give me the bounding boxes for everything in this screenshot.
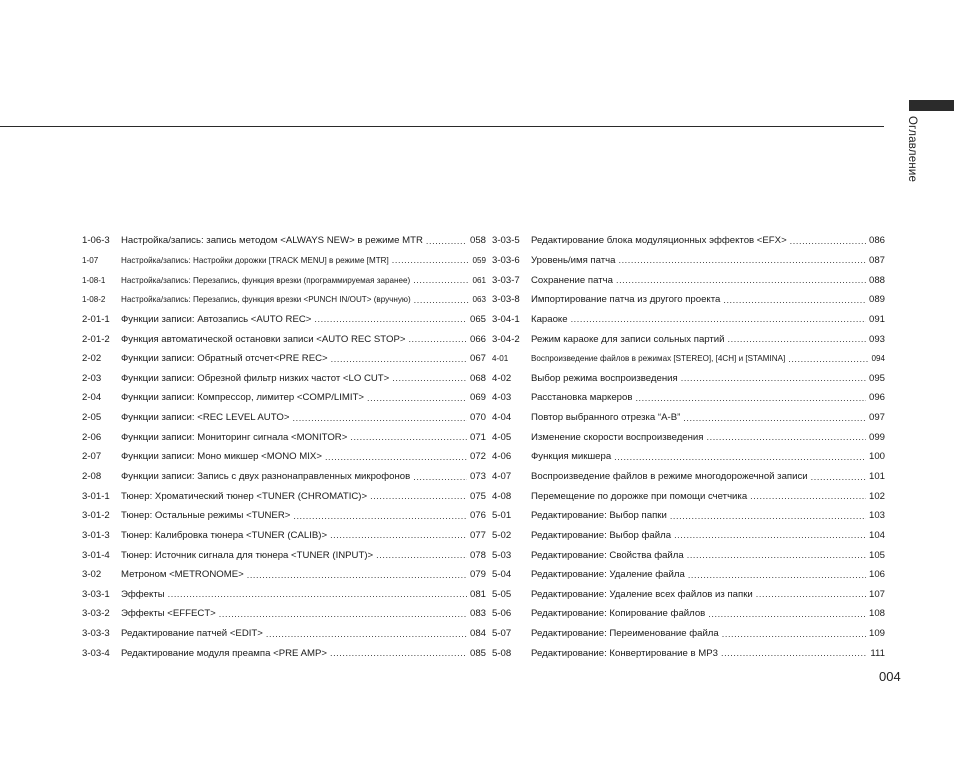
toc-entry-title: Функции записи: Автозапись <AUTO REC> bbox=[121, 313, 312, 325]
toc-entry-number: 3-01-4 bbox=[82, 549, 110, 561]
toc-leader-dots bbox=[618, 255, 866, 265]
toc-leader-dots bbox=[350, 432, 467, 442]
toc-entry-title: Функция автоматической остановки записи <AUTO REC STOP> bbox=[121, 333, 406, 345]
toc-entry-title: Метроном <METRONOME> bbox=[121, 569, 244, 581]
toc-entry-title: Изменение скорости воспроизведения bbox=[531, 431, 704, 443]
toc-entry[interactable] bbox=[492, 329, 885, 349]
toc-entry-number: 3-01-1 bbox=[82, 490, 110, 502]
toc-entry-title: Редактирование: Выбор папки bbox=[531, 510, 667, 522]
toc-entry-page: 065 bbox=[469, 313, 486, 325]
toc-entry-page: 086 bbox=[868, 235, 885, 247]
toc-entry-title: Уровень/имя патча bbox=[531, 254, 616, 266]
toc-entry-page: 083 bbox=[469, 608, 486, 620]
toc-entry-title: Функция микшера bbox=[531, 451, 612, 463]
toc-entry-page: 068 bbox=[469, 372, 486, 384]
toc-leader-dots bbox=[408, 334, 467, 344]
toc-leader-dots bbox=[670, 511, 866, 521]
toc-entry[interactable] bbox=[82, 604, 486, 624]
toc-entry-title: Эффекты bbox=[121, 588, 165, 600]
toc-leader-dots bbox=[330, 648, 467, 658]
toc-right-column bbox=[492, 231, 885, 663]
toc-entry-number: 2-03 bbox=[82, 372, 102, 384]
toc-entry-page: 102 bbox=[868, 490, 885, 502]
toc-entry[interactable] bbox=[492, 565, 885, 585]
toc-entry[interactable] bbox=[82, 585, 486, 605]
toc-entry-page: 094 bbox=[871, 354, 885, 364]
toc-entry-number: 3-03-7 bbox=[492, 274, 520, 286]
page-number: 004 bbox=[879, 669, 901, 684]
toc-leader-dots bbox=[370, 491, 467, 501]
toc-leader-dots bbox=[687, 550, 866, 560]
toc-entry[interactable] bbox=[82, 388, 486, 408]
toc-entry[interactable] bbox=[492, 270, 885, 290]
toc-entry-page: 104 bbox=[868, 529, 885, 541]
toc-entry[interactable] bbox=[82, 349, 486, 369]
toc-entry-title: Редактирование: Свойства файла bbox=[531, 549, 684, 561]
toc-entry[interactable] bbox=[82, 270, 486, 290]
toc-entry-number: 3-03-8 bbox=[492, 294, 520, 306]
toc-entry-title: Воспроизведение файлов в режиме многодорожечной записи bbox=[531, 471, 808, 482]
toc-entry-title: Повтор выбранного отрезка “A-B” bbox=[531, 412, 681, 424]
toc-entry-title: Сохранение патча bbox=[531, 274, 613, 286]
toc-entry[interactable] bbox=[492, 408, 885, 428]
toc-entry-title: Настройка/запись: Настройки дорожки [TRACK MENU] в режиме [MTR] bbox=[121, 255, 389, 265]
toc-entry-number: 1-08-1 bbox=[82, 275, 106, 285]
toc-leader-dots bbox=[426, 236, 467, 246]
toc-entry-title: Функции записи: Мониторинг сигнала <MONITOR> bbox=[121, 431, 348, 443]
toc-entry-title: Редактирование: Удаление всех файлов из папки bbox=[531, 588, 753, 600]
toc-entry-page: 059 bbox=[472, 255, 486, 265]
toc-entry[interactable] bbox=[492, 545, 885, 565]
toc-entry[interactable] bbox=[82, 486, 486, 506]
toc-entry-title: Настройка/запись: запись методом <ALWAYS NEW> в режиме MTR bbox=[121, 235, 423, 247]
toc-entry-page: 073 bbox=[469, 471, 486, 482]
toc-entry[interactable] bbox=[82, 368, 486, 388]
toc-entry-page: 089 bbox=[868, 294, 885, 306]
toc-entry-title: Редактирование: Удаление файла bbox=[531, 569, 685, 581]
toc-entry[interactable] bbox=[82, 251, 486, 271]
toc-entry-number: 4-06 bbox=[492, 451, 512, 463]
toc-leader-dots bbox=[293, 511, 467, 521]
toc-entry[interactable] bbox=[492, 290, 885, 310]
toc-entry-page: 076 bbox=[469, 510, 486, 522]
toc-entry[interactable] bbox=[492, 526, 885, 546]
toc-entry-title: Функции записи: Обратный отсчет<PRE REC> bbox=[121, 353, 328, 365]
toc-leader-dots bbox=[331, 354, 467, 364]
toc-entry-page: 087 bbox=[868, 254, 885, 266]
toc-entry-page: 097 bbox=[868, 412, 885, 424]
toc-entry-page: 105 bbox=[868, 549, 885, 561]
toc-entry-title: Редактирование: Копирование файлов bbox=[531, 608, 706, 620]
toc-leader-dots bbox=[707, 432, 866, 442]
toc-entry[interactable] bbox=[492, 604, 885, 624]
toc-entry-number: 5-07 bbox=[492, 628, 512, 640]
toc-entry[interactable] bbox=[82, 427, 486, 447]
toc-leader-dots bbox=[790, 236, 866, 246]
toc-entry-title: Караоке bbox=[531, 313, 568, 325]
toc-entry-page: 106 bbox=[868, 569, 885, 581]
toc-leader-dots bbox=[413, 275, 469, 285]
toc-entry-number: 5-08 bbox=[492, 647, 512, 659]
toc-entry-number: 5-01 bbox=[492, 510, 512, 522]
toc-entry-number: 5-05 bbox=[492, 588, 512, 600]
toc-entry-title: Функции записи: Запись с двух разнонаправленных микрофонов bbox=[121, 471, 411, 482]
toc-entry-page: 088 bbox=[868, 274, 885, 286]
toc-entry-number: 4-02 bbox=[492, 372, 512, 384]
toc-entry-number: 3-03-5 bbox=[492, 235, 520, 247]
toc-entry-page: 100 bbox=[868, 451, 885, 463]
toc-entry-number: 3-03-6 bbox=[492, 254, 520, 266]
toc-entry-number: 5-04 bbox=[492, 569, 512, 581]
toc-leader-dots bbox=[168, 589, 467, 599]
toc-entry-title: Функции записи: <REC LEVEL AUTO> bbox=[121, 412, 290, 424]
toc-entry-title: Тюнер: Источник сигнала для тюнера <TUNER (INPUT)> bbox=[121, 549, 374, 561]
toc-leader-dots bbox=[681, 373, 866, 383]
toc-entry-title: Настройка/запись: Перезапись, функция врезки <PUNCH IN/OUT> (вручную) bbox=[121, 295, 411, 305]
toc-leader-dots bbox=[750, 491, 866, 501]
toc-left-column bbox=[82, 231, 486, 663]
toc-entry-title: Расстановка маркеров bbox=[531, 392, 633, 404]
toc-leader-dots bbox=[635, 393, 866, 403]
toc-entry-title: Редактирование: Переименование файла bbox=[531, 628, 719, 640]
toc-entry-page: 079 bbox=[469, 569, 486, 581]
toc-leader-dots bbox=[266, 629, 467, 639]
toc-entry-title: Настройка/запись: Перезапись, функция врезки (программируемая заранее) bbox=[121, 275, 411, 285]
toc-leader-dots bbox=[247, 570, 467, 580]
toc-entry[interactable] bbox=[492, 310, 885, 330]
toc-leader-dots bbox=[614, 452, 866, 462]
toc-entry-page: 099 bbox=[868, 431, 885, 443]
toc-leader-dots bbox=[367, 393, 467, 403]
toc-leader-dots bbox=[811, 472, 866, 482]
toc-entry-page: 084 bbox=[469, 628, 486, 640]
toc-entry-title: Эффекты <EFFECT> bbox=[121, 608, 216, 620]
toc-entry-page: 075 bbox=[469, 490, 486, 502]
toc-entry[interactable] bbox=[492, 643, 885, 663]
toc-entry-page: 058 bbox=[469, 235, 486, 247]
toc-entry-title: Редактирование: Конвертирование в MP3 bbox=[531, 647, 718, 659]
toc-entry-number: 1-06-3 bbox=[82, 235, 110, 247]
toc-entry-page: 096 bbox=[868, 392, 885, 404]
toc-entry-number: 4-03 bbox=[492, 392, 512, 404]
toc-entry-page: 095 bbox=[868, 372, 885, 384]
toc-leader-dots bbox=[723, 295, 866, 305]
toc-entry[interactable] bbox=[82, 545, 486, 565]
toc-leader-dots bbox=[756, 589, 866, 599]
toc-entry-page: 071 bbox=[469, 431, 486, 443]
toc-entry-page: 093 bbox=[868, 333, 885, 345]
toc-leader-dots bbox=[314, 314, 467, 324]
toc-entry-number: 4-08 bbox=[492, 490, 512, 502]
toc-leader-dots bbox=[414, 295, 470, 305]
toc-entry-number: 2-01-2 bbox=[82, 333, 110, 345]
toc-entry-title: Импортирование патча из другого проекта bbox=[531, 294, 721, 306]
toc-entry-title: Тюнер: Калибровка тюнера <TUNER (CALIB)> bbox=[121, 529, 328, 541]
toc-leader-dots bbox=[571, 314, 866, 324]
toc-entry-number: 4-07 bbox=[492, 471, 512, 482]
toc-leader-dots bbox=[683, 413, 866, 423]
toc-entry[interactable] bbox=[492, 251, 885, 271]
toc-entry-page: 103 bbox=[868, 510, 885, 522]
toc-entry-title: Функции записи: Компрессор, лимитер <COMP/LIMIT> bbox=[121, 392, 365, 404]
toc-entry-page: 069 bbox=[469, 392, 486, 404]
toc-entry[interactable] bbox=[492, 231, 885, 251]
toc-entry[interactable] bbox=[82, 231, 486, 251]
toc-entry-number: 3-04-1 bbox=[492, 313, 520, 325]
toc-leader-dots bbox=[722, 629, 866, 639]
toc-leader-dots bbox=[788, 354, 868, 364]
toc-entry[interactable] bbox=[82, 624, 486, 644]
toc-entry-title: Редактирование модуля преампа <PRE AMP> bbox=[121, 647, 327, 659]
toc-entry[interactable] bbox=[492, 624, 885, 644]
toc-entry-number: 3-03-4 bbox=[82, 647, 110, 659]
toc-entry-title: Функции записи: Моно микшер <MONO MIX> bbox=[121, 451, 322, 463]
toc-leader-dots bbox=[392, 255, 470, 265]
toc-entry[interactable] bbox=[82, 506, 486, 526]
toc-entry-title: Перемещение по дорожке при помощи счетчика bbox=[531, 490, 748, 502]
toc-entry-title: Режим караоке для записи сольных партий bbox=[531, 333, 725, 345]
toc-entry-page: 101 bbox=[868, 471, 885, 482]
toc-entry-page: 108 bbox=[868, 608, 885, 620]
toc-entry[interactable] bbox=[492, 506, 885, 526]
toc-entry-number: 3-03-1 bbox=[82, 588, 110, 600]
toc-entry[interactable] bbox=[492, 427, 885, 447]
toc-entry[interactable] bbox=[492, 467, 885, 487]
toc-entry-title: Редактирование: Выбор файла bbox=[531, 529, 672, 541]
toc-entry[interactable] bbox=[82, 408, 486, 428]
toc-entry[interactable] bbox=[82, 329, 486, 349]
toc-entry-title: Воспроизведение файлов в режимах [STEREO], [4CH] и [STAMINA] bbox=[531, 354, 786, 364]
section-side-label: Оглавление bbox=[906, 116, 918, 183]
toc-entry-number: 2-02 bbox=[82, 353, 102, 365]
section-tab-marker bbox=[909, 100, 954, 111]
toc-entry-page: 070 bbox=[469, 412, 486, 424]
toc-entry-title: Редактирование блока модуляционных эффектов <EFX> bbox=[531, 235, 787, 247]
toc-entry-number: 1-08-2 bbox=[82, 295, 106, 305]
toc-entry-number: 5-06 bbox=[492, 608, 512, 620]
header-rule bbox=[0, 126, 884, 127]
toc-entry[interactable] bbox=[492, 486, 885, 506]
toc-leader-dots bbox=[708, 609, 866, 619]
toc-entry-number: 3-03-2 bbox=[82, 608, 110, 620]
toc-leader-dots bbox=[674, 530, 866, 540]
toc-entry-title: Редактирование патчей <EDIT> bbox=[121, 628, 263, 640]
toc-entry-number: 4-04 bbox=[492, 412, 512, 424]
toc-leader-dots bbox=[728, 334, 866, 344]
toc-leader-dots bbox=[392, 373, 467, 383]
toc-leader-dots bbox=[721, 648, 867, 658]
toc-entry[interactable] bbox=[492, 585, 885, 605]
toc-leader-dots bbox=[330, 530, 467, 540]
toc-entry-number: 2-06 bbox=[82, 431, 102, 443]
toc-entry-number: 2-04 bbox=[82, 392, 102, 404]
toc-entry-page: 107 bbox=[868, 588, 885, 600]
toc-entry-number: 2-01-1 bbox=[82, 313, 110, 325]
toc-entry-number: 3-01-2 bbox=[82, 510, 110, 522]
toc-leader-dots bbox=[219, 609, 467, 619]
toc-entry-number: 5-03 bbox=[492, 549, 512, 561]
toc-entry[interactable] bbox=[492, 388, 885, 408]
toc-entry-number: 3-03-3 bbox=[82, 628, 110, 640]
toc-entry-page: 077 bbox=[469, 529, 486, 541]
toc-entry-number: 4-01 bbox=[492, 354, 509, 364]
toc-entry-number: 5-02 bbox=[492, 529, 512, 541]
toc-entry-page: 111 bbox=[870, 647, 885, 659]
toc-entry-page: 078 bbox=[469, 549, 486, 561]
toc-leader-dots bbox=[688, 570, 866, 580]
toc-entry-page: 061 bbox=[472, 275, 486, 285]
toc-leader-dots bbox=[616, 275, 866, 285]
toc-entry-page: 091 bbox=[868, 313, 885, 325]
toc-entry-title: Тюнер: Остальные режимы <TUNER> bbox=[121, 510, 291, 522]
toc-entry-title: Функции записи: Обрезной фильтр низких частот <LO CUT> bbox=[121, 372, 390, 384]
toc-entry-number: 3-02 bbox=[82, 569, 102, 581]
toc-entry[interactable] bbox=[492, 447, 885, 467]
toc-entry[interactable] bbox=[492, 368, 885, 388]
toc-entry-page: 067 bbox=[469, 353, 486, 365]
toc-entry-number: 2-05 bbox=[82, 412, 102, 424]
toc-entry-page: 081 bbox=[469, 588, 486, 600]
toc-entry-title: Выбор режима воспроизведения bbox=[531, 372, 678, 384]
toc-entry-title: Тюнер: Хроматический тюнер <TUNER (CHROMATIC)> bbox=[121, 490, 368, 502]
toc-entry-page: 063 bbox=[472, 295, 486, 305]
toc-entry-number: 2-07 bbox=[82, 451, 102, 463]
toc-leader-dots bbox=[413, 472, 467, 482]
toc-entry-number: 3-01-3 bbox=[82, 529, 110, 541]
toc-entry-page: 066 bbox=[469, 333, 486, 345]
toc-entry[interactable] bbox=[82, 467, 486, 487]
toc-entry[interactable] bbox=[82, 643, 486, 663]
toc-leader-dots bbox=[325, 452, 467, 462]
toc-entry[interactable] bbox=[82, 565, 486, 585]
toc-entry-number: 3-04-2 bbox=[492, 333, 520, 345]
toc-entry-page: 109 bbox=[868, 628, 885, 640]
toc-entry-number: 4-05 bbox=[492, 431, 512, 443]
toc-entry[interactable] bbox=[492, 349, 885, 369]
toc-entry-number: 1-07 bbox=[82, 255, 99, 265]
toc-entry[interactable] bbox=[82, 447, 486, 467]
toc-entry-page: 072 bbox=[469, 451, 486, 463]
toc-entry[interactable] bbox=[82, 290, 486, 310]
toc-entry[interactable] bbox=[82, 526, 486, 546]
toc-leader-dots bbox=[376, 550, 467, 560]
toc-entry[interactable] bbox=[82, 310, 486, 330]
toc-leader-dots bbox=[293, 413, 467, 423]
toc-entry-page: 085 bbox=[469, 647, 486, 659]
toc-entry-number: 2-08 bbox=[82, 471, 102, 482]
